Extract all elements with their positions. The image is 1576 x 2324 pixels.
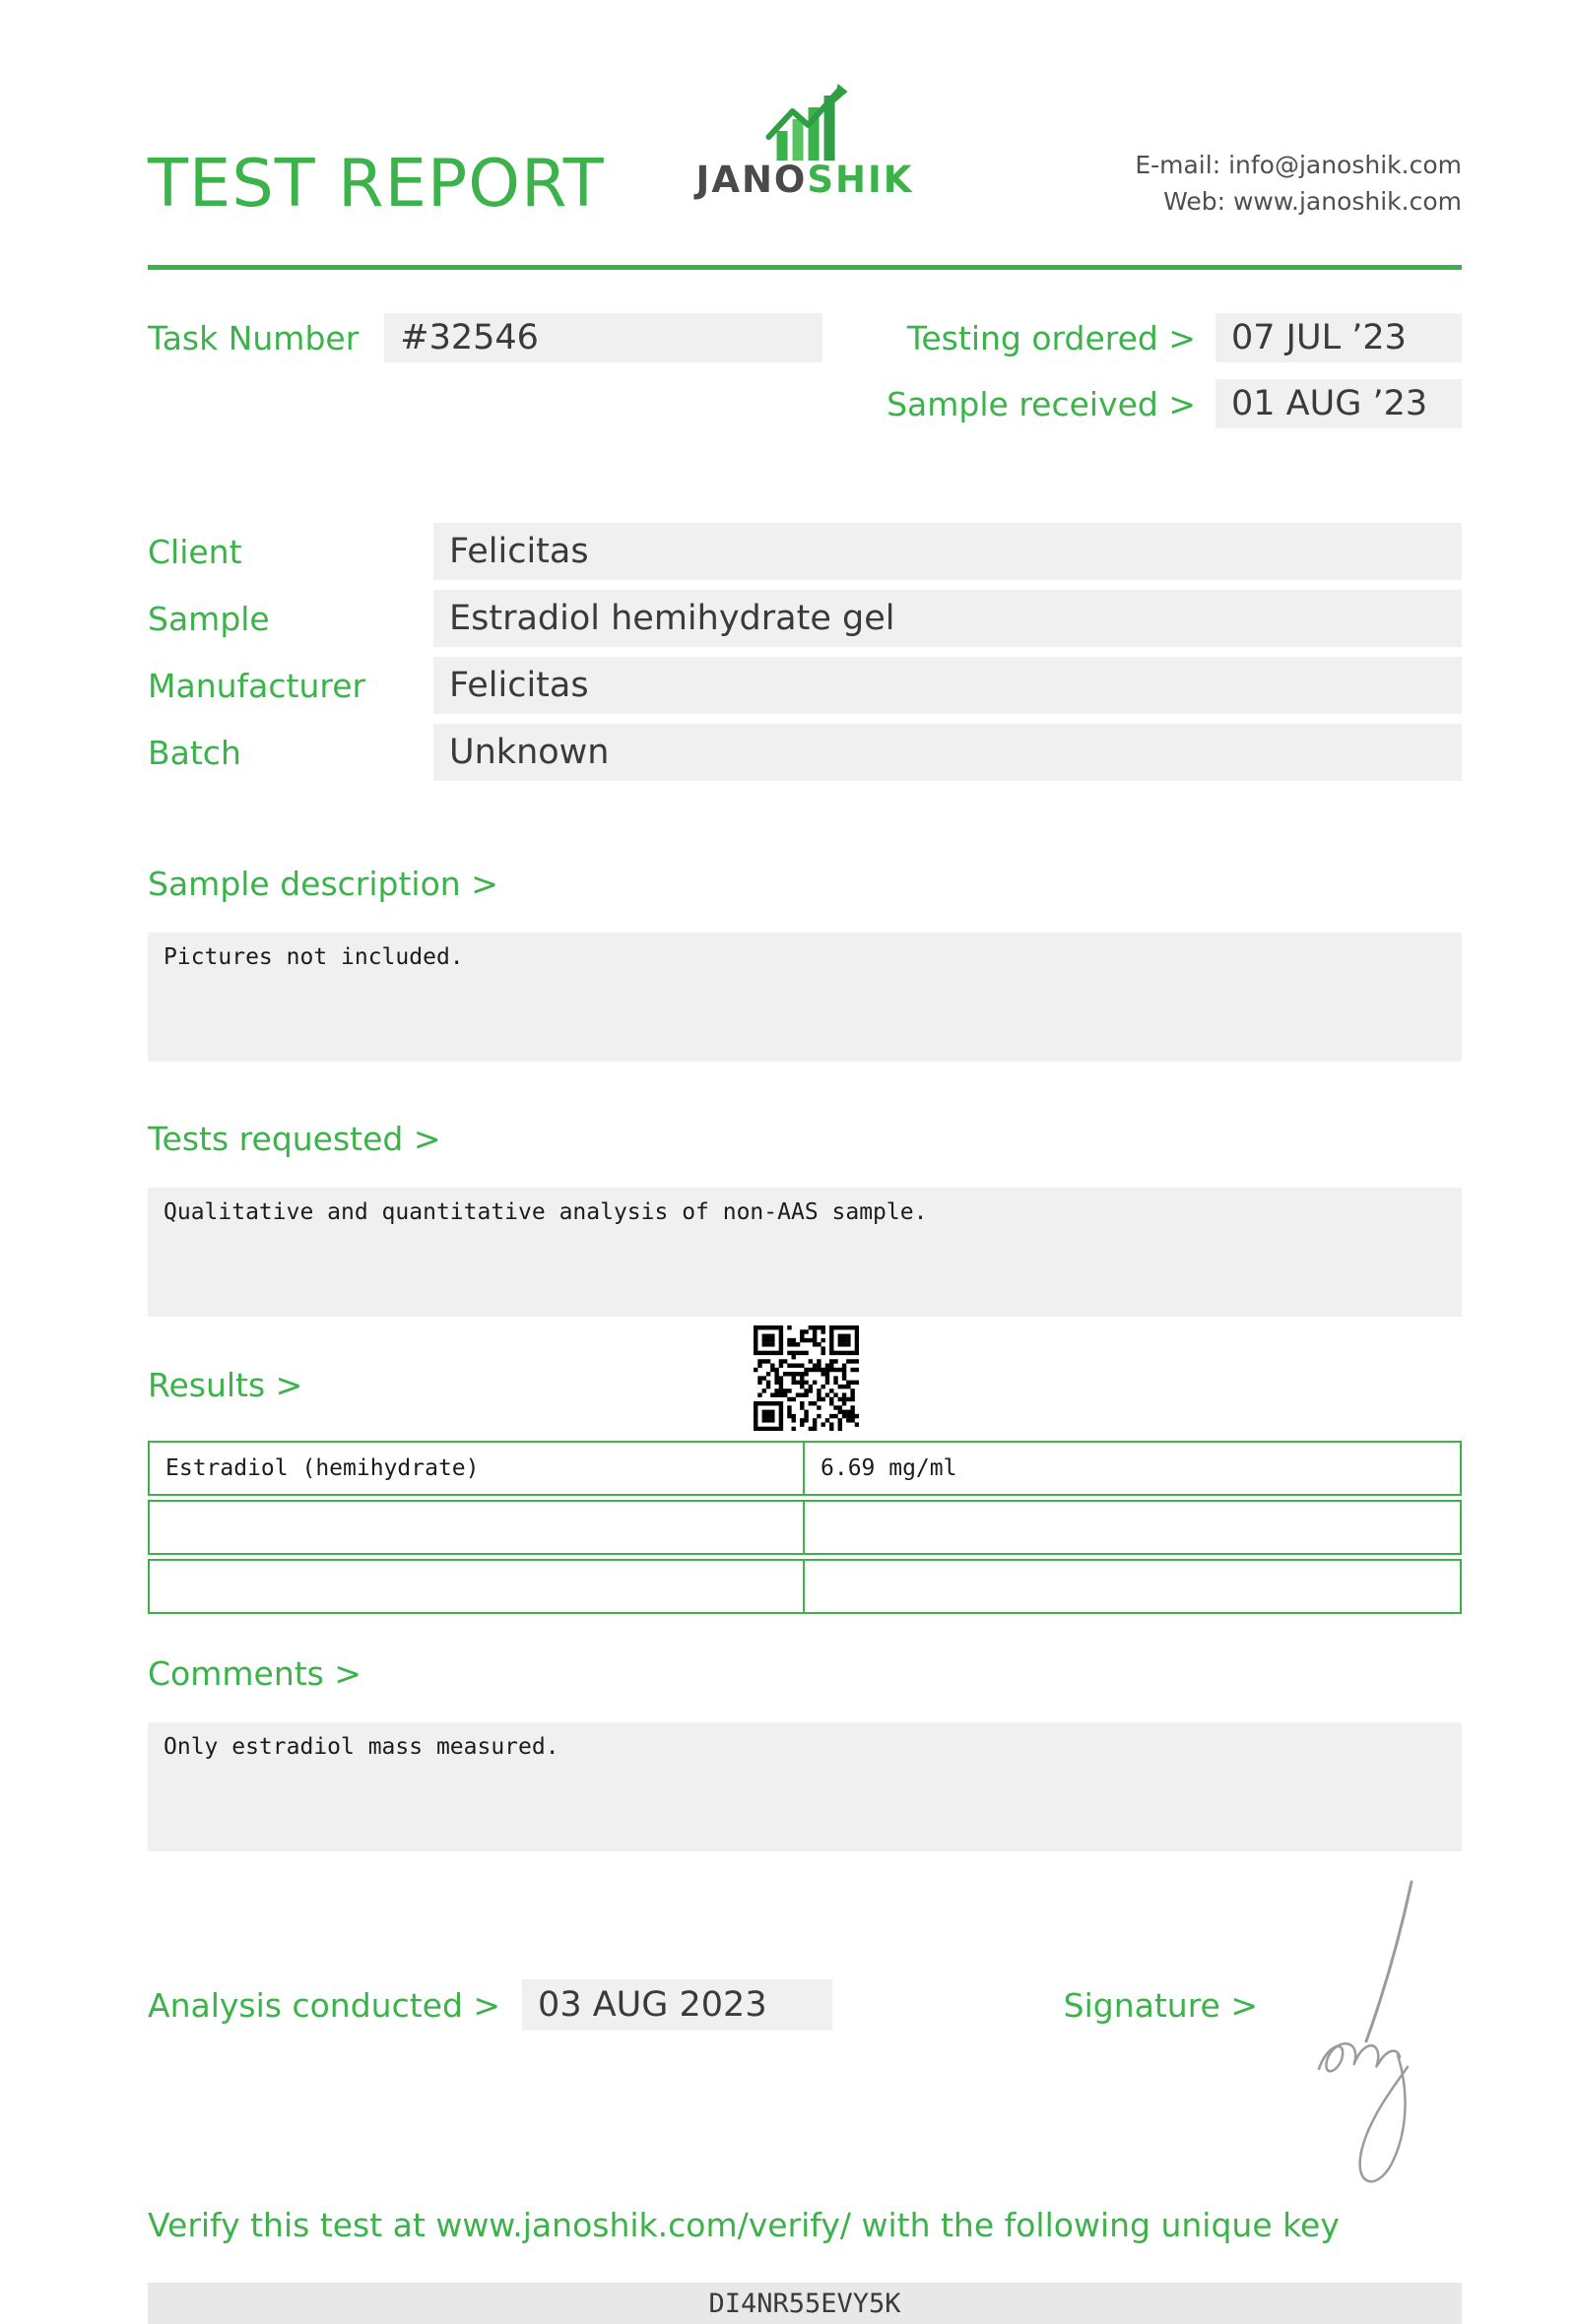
info-row-client (148, 523, 1462, 580)
logo-text-jano: JANO (695, 159, 808, 201)
tests-requested-heading: Tests requested > (148, 1120, 441, 1158)
contact-info (1135, 147, 1462, 220)
task-row (148, 313, 1462, 428)
manufacturer-label: Manufacturer (148, 666, 366, 705)
qr-code (754, 1325, 859, 1431)
info-row-sample (148, 590, 1462, 647)
task-number-value: #32546 (384, 313, 822, 362)
task-number-group (148, 313, 822, 362)
comments-text: Only estradiol mass measured. (148, 1722, 1462, 1851)
batch-value: Unknown (433, 724, 1462, 781)
results-section (148, 1365, 1462, 1614)
client-value: Felicitas (433, 523, 1462, 580)
sample-received-label: Sample received > (886, 384, 1196, 423)
page-title: TEST REPORT (148, 145, 605, 222)
report-header (148, 74, 1462, 222)
analysis-signature-row (148, 1979, 1462, 2031)
signature-group (1064, 1979, 1462, 2031)
comments-heading: Comments > (148, 1654, 362, 1693)
sample-info-block (148, 523, 1462, 781)
manufacturer-value: Felicitas (433, 657, 1462, 714)
results-heading: Results > (148, 1366, 303, 1404)
table-row (148, 1559, 1462, 1614)
result-substance (150, 1561, 805, 1612)
sample-received-value: 01 AUG ’23 (1215, 379, 1462, 428)
growth-chart-icon (759, 82, 850, 162)
signature-label: Signature > (1063, 1985, 1258, 2025)
info-row-manufacturer (148, 657, 1462, 714)
sample-label: Sample (148, 599, 270, 638)
sample-received-line (886, 379, 1462, 428)
table-row (148, 1441, 1462, 1496)
logo-text-shik: SHIK (807, 159, 914, 201)
unique-key: DI4NR55EVY5K (708, 2288, 901, 2319)
table-row (148, 1500, 1462, 1555)
task-number-label: Task Number (148, 318, 360, 357)
signature-image (1301, 1876, 1439, 2191)
dates-group (886, 313, 1462, 428)
analysis-group (148, 1979, 832, 2031)
contact-web: Web: www.janoshik.com (1163, 187, 1462, 216)
testing-ordered-line (907, 313, 1462, 362)
logo-wordmark (696, 159, 914, 201)
result-value (805, 1502, 1460, 1553)
verify-instruction: Verify this test at www.janoshik.com/verify/ with the following unique key (148, 2206, 1340, 2244)
testing-ordered-label: Testing ordered > (906, 318, 1196, 357)
sample-description-section (148, 864, 1462, 1062)
sample-description-heading: Sample description > (148, 865, 498, 903)
batch-label: Batch (148, 733, 241, 772)
client-label: Client (148, 532, 242, 571)
signature-area (1280, 1979, 1462, 2031)
contact-email: E-mail: info@janoshik.com (1135, 151, 1462, 179)
tests-requested-section (148, 1119, 1462, 1317)
sample-value: Estradiol hemihydrate gel (433, 590, 1462, 647)
header-divider (148, 265, 1462, 270)
sample-description-text: Pictures not included. (148, 933, 1462, 1062)
janoshik-logo (696, 82, 914, 201)
analysis-conducted-label: Analysis conducted > (148, 1985, 501, 2025)
result-substance (150, 1502, 805, 1553)
unique-key-bar (148, 2283, 1462, 2324)
analysis-conducted-value: 03 AUG 2023 (522, 1979, 832, 2031)
comments-section (148, 1653, 1462, 1851)
result-substance: Estradiol (hemihydrate) (150, 1443, 805, 1494)
tests-requested-text: Qualitative and quantitative analysis of non-AAS sample. (148, 1188, 1462, 1317)
results-table (148, 1441, 1462, 1614)
result-value (805, 1561, 1460, 1612)
result-value: 6.69 mg/ml (821, 1455, 957, 1481)
testing-ordered-value: 07 JUL ’23 (1215, 313, 1462, 362)
info-row-batch (148, 724, 1462, 781)
qr-code-svg (754, 1325, 859, 1431)
